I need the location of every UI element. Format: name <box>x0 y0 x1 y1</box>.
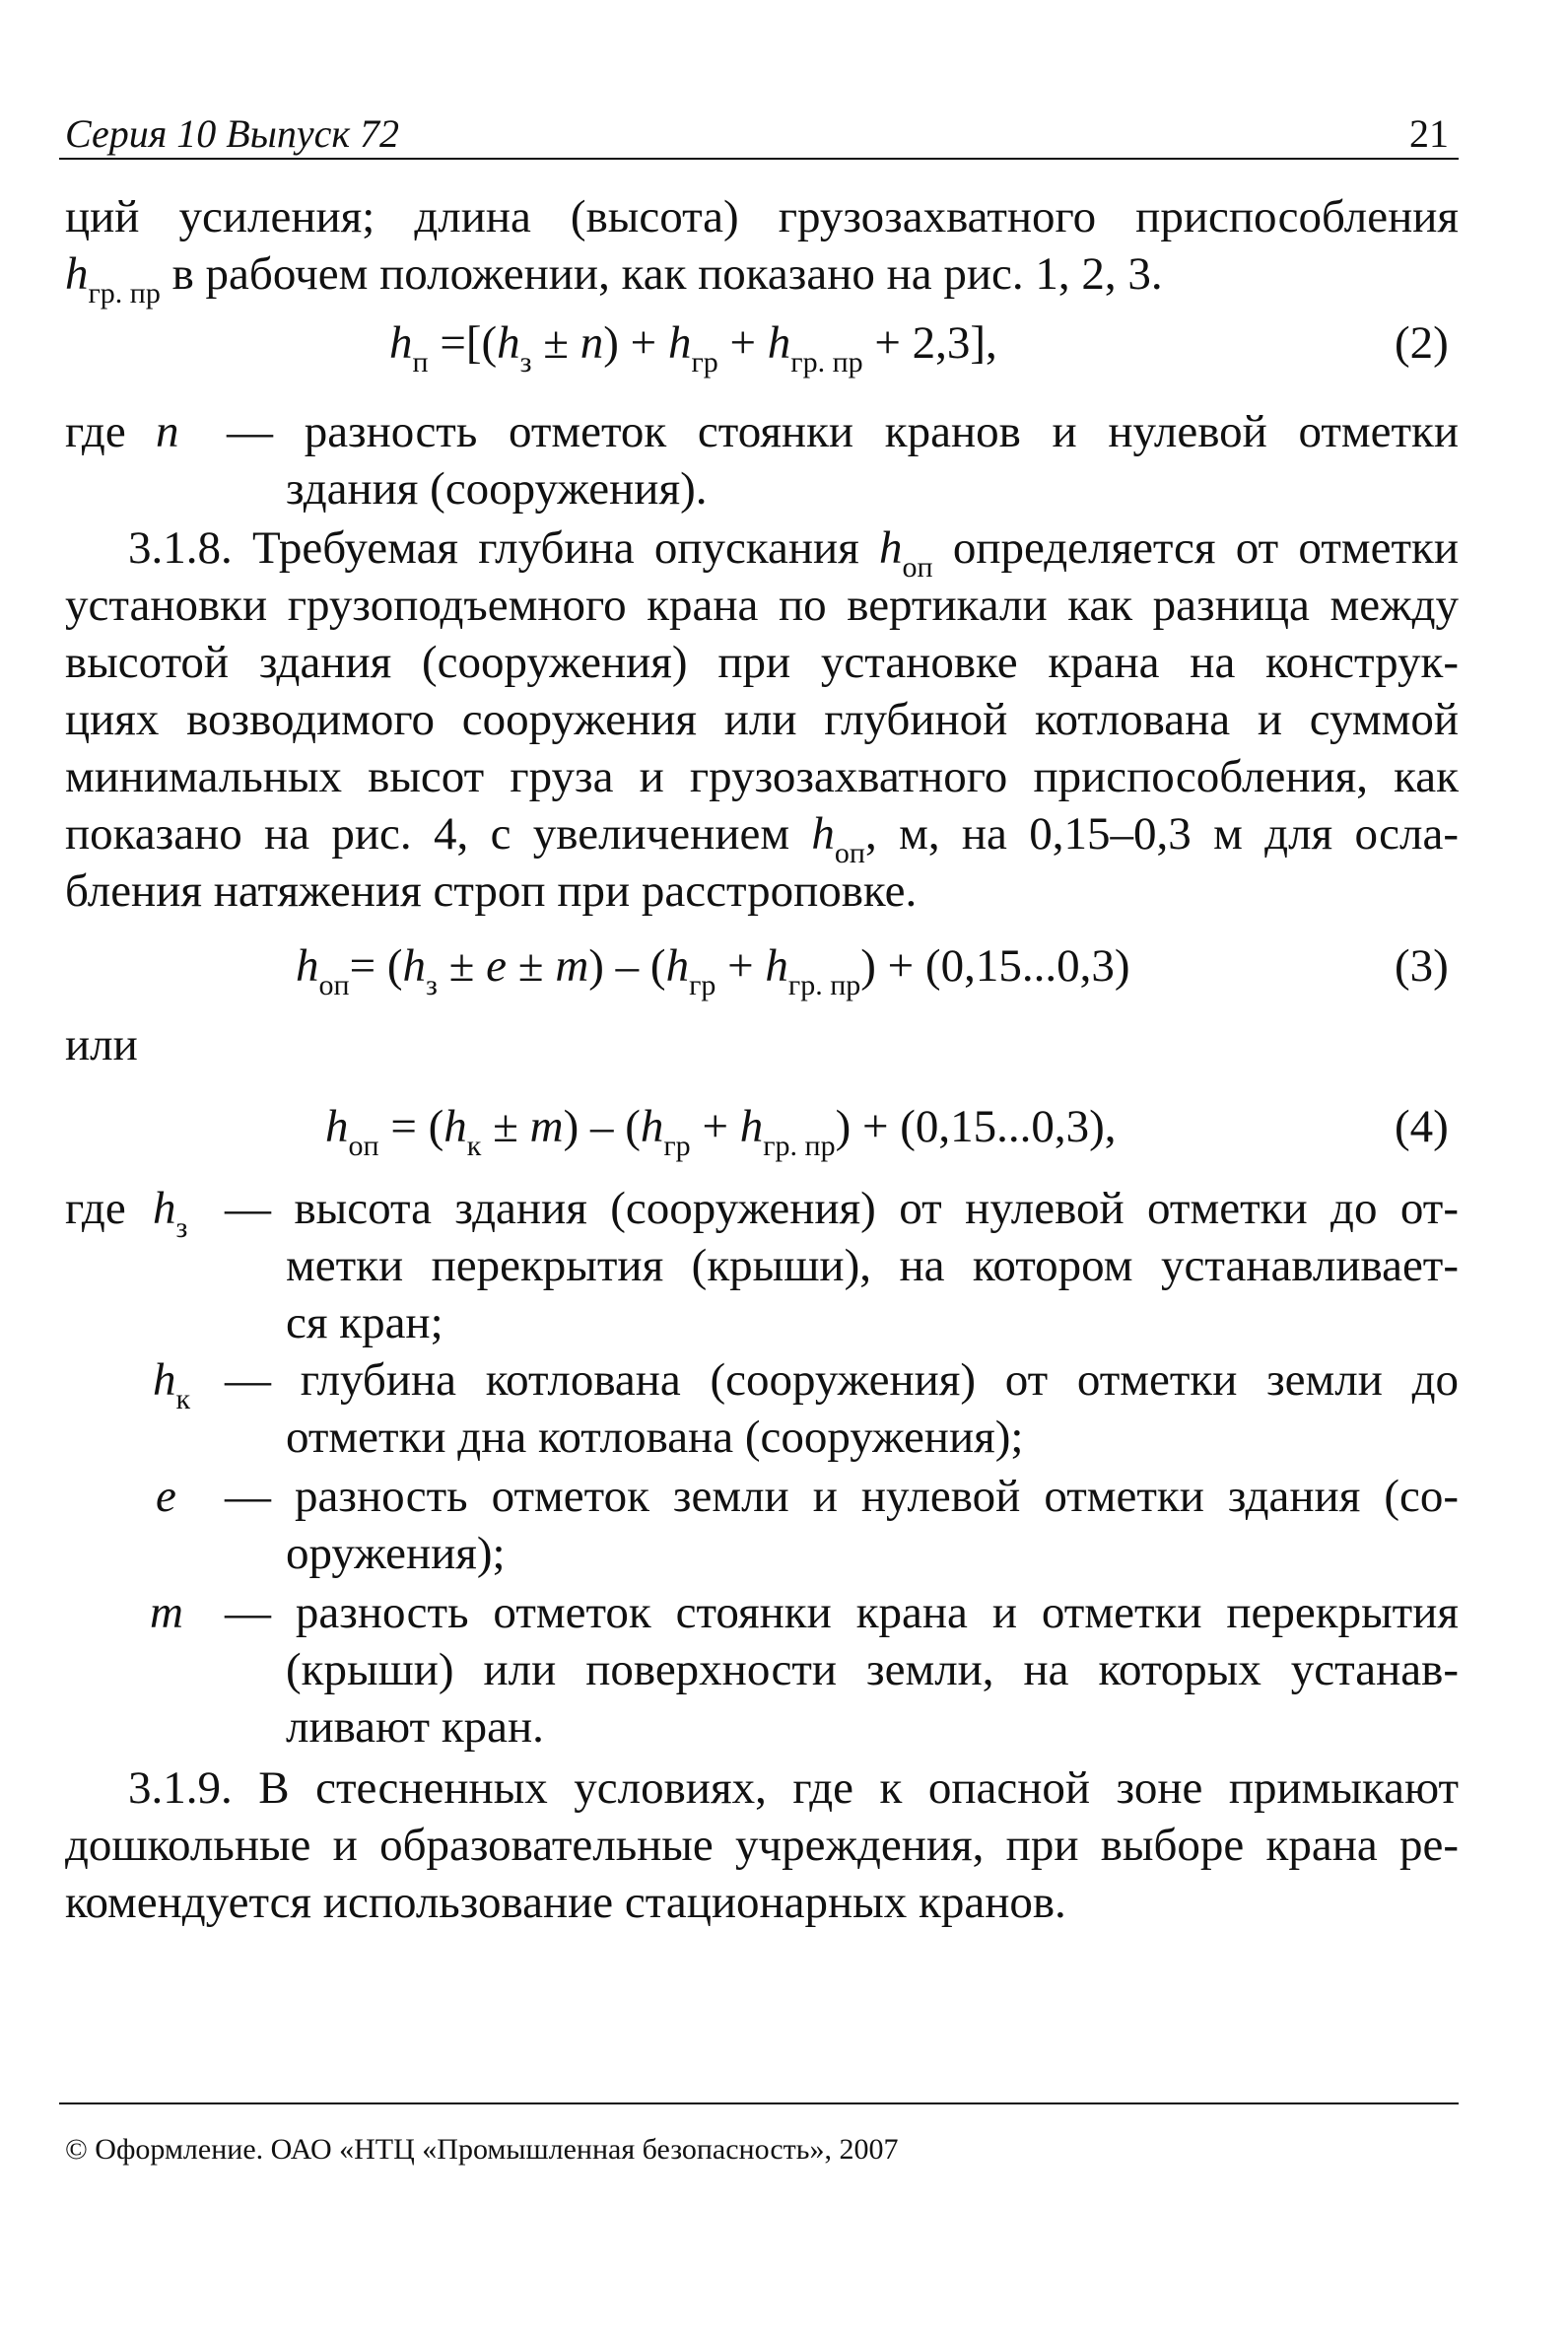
definition-line: оружения); <box>286 1528 506 1579</box>
symbol-hk: $h_к$ <box>153 1354 191 1415</box>
paragraph-3-1-9-line: 3.1.9. В стесненных условиях, где к опасной зоне примыкают <box>128 1762 1459 1814</box>
text-line: ций усиления; длина (высота) грузозахватного приспособления <box>65 191 1459 242</box>
where-label: где <box>65 1183 126 1234</box>
paragraph-3-1-8-line: установки грузоподъемного крана по вертикали как разница между <box>65 580 1459 631</box>
paragraph-3-1-8-line: показано на рис. 4, с увеличением $h_{оп}$, м, на 0,15–0,3 м для осла- <box>65 808 1459 869</box>
paragraph-3-1-8-line: минимальных высот груза и грузозахватного приспособления, как <box>65 751 1459 802</box>
running-header-series: Серия 10 Выпуск 72 <box>65 111 400 156</box>
equation-number: (3) <box>1395 940 1449 992</box>
equation-4: $h_{оп} = (h_к \pm m) - (h_{гр} + h_{гр. пр}) + (0,15...0,3)$, <box>325 1101 1117 1162</box>
definition-line: — глубина котлована (сооружения) от отметки земли до <box>225 1354 1459 1406</box>
symbol-e: e <box>156 1471 176 1522</box>
paragraph-3-1-9-line: комендуется использование стационарных кранов. <box>65 1877 1066 1928</box>
footer-rule <box>59 2102 1459 2104</box>
definition-line: ся кран; <box>286 1297 443 1348</box>
definition-line: метки перекрытия (крыши), на котором устанавливает- <box>286 1240 1459 1291</box>
definition-line: — разность отметок земли и нулевой отметки здания (со- <box>225 1471 1459 1522</box>
definition-line: — разность отметок стоянки крана и отметки перекрытия <box>225 1587 1459 1638</box>
header-rule <box>59 158 1459 160</box>
symbol-m: m <box>150 1587 183 1638</box>
page-number: 21 <box>1409 111 1449 156</box>
symbol-hz: $h_з$ <box>153 1183 188 1244</box>
paragraph-3-1-8-line: бления натяжения строп при расстроповке. <box>65 865 918 917</box>
copyright-footer: © Оформление. ОАО «НТЦ «Промышленная безопасность», 2007 <box>65 2133 899 2166</box>
paragraph-3-1-9-line: дошкольные и образовательные учреждения, при выборе крана ре- <box>65 1820 1459 1871</box>
paragraph-3-1-8-line: 3.1.8. Требуемая глубина опускания $h_{оп}$ определяется от отметки <box>128 522 1459 584</box>
equation-number: (4) <box>1395 1101 1449 1152</box>
definition-line: отметки дна котлована (сооружения); <box>286 1412 1024 1463</box>
equation-2: $h_п =[(h_з \pm n) + h_{гр} + h_{гр. пр} + 2,3]$, <box>389 317 997 379</box>
symbol-n: n <box>156 406 179 457</box>
definition-line: ливают кран. <box>286 1701 544 1753</box>
or-label: или <box>65 1019 138 1070</box>
definition-line: (крыши) или поверхности земли, на которых устанав- <box>286 1644 1459 1695</box>
definition-line: — разность отметок стоянки кранов и нулевой отметки <box>227 406 1459 457</box>
where-label: где <box>65 406 126 457</box>
definition-line: — высота здания (сооружения) от нулевой отметки до от- <box>225 1183 1459 1234</box>
equation-3: $h_{оп}= (h_з \pm e \pm m) - (h_{гр} + h_{гр. пр}) + (0,15...0,3)$ <box>296 940 1130 1001</box>
text-line: $h_{гр. пр}$ в рабочем положении, как показано на рис. 1, 2, 3. <box>65 248 1163 310</box>
paragraph-3-1-8-line: циях возводимого сооружения или глубиной котлована и суммой <box>65 694 1459 745</box>
paragraph-3-1-8-line: высотой здания (сооружения) при установке крана на конструк- <box>65 637 1459 688</box>
equation-number: (2) <box>1395 317 1449 369</box>
definition-line: здания (сооружения). <box>286 463 708 515</box>
